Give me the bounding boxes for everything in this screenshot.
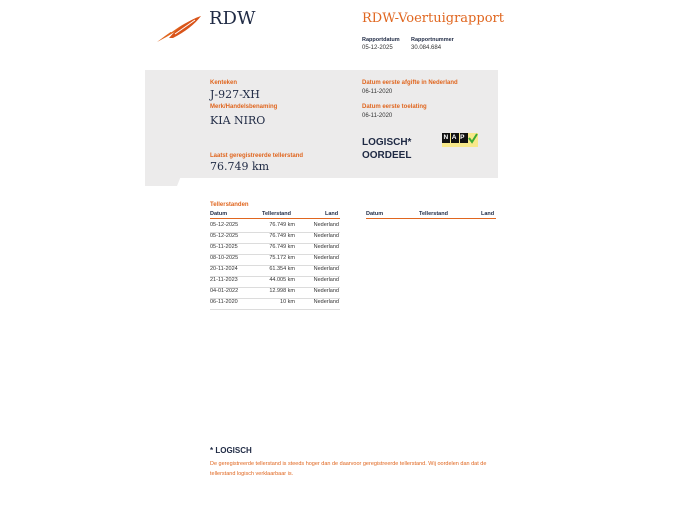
row-odometer: 44.005 km bbox=[269, 277, 295, 283]
row-date: 21-11-2023 bbox=[210, 277, 238, 283]
report-date: 05-12-2025 bbox=[362, 45, 393, 51]
row-odometer: 76.749 km bbox=[269, 222, 295, 228]
row-odometer: 10 km bbox=[280, 299, 295, 305]
row-date: 05-11-2025 bbox=[210, 244, 238, 250]
row-odometer: 76.749 km bbox=[269, 233, 295, 239]
row-date: 20-11-2024 bbox=[210, 266, 238, 272]
row-country: Nederland bbox=[313, 255, 339, 261]
odometer-section-title: Tellerstanden bbox=[210, 202, 249, 208]
first-nl-label: Datum eerste afgifte in Nederland bbox=[362, 80, 458, 86]
row-country: Nederland bbox=[313, 233, 339, 239]
plate-value: J-927-XH bbox=[210, 88, 260, 101]
footnote-title: * LOGISCH bbox=[210, 446, 252, 455]
table-row bbox=[210, 233, 340, 244]
table-row bbox=[210, 288, 340, 299]
table-row bbox=[210, 266, 340, 277]
col-odometer-header-2: Tellerstand bbox=[419, 211, 448, 217]
plate-label: Kenteken bbox=[210, 80, 238, 86]
last-odometer-value: 76.749 km bbox=[210, 160, 270, 173]
row-date: 05-12-2025 bbox=[210, 222, 239, 228]
table-row bbox=[210, 299, 340, 310]
make-value: KIA NIRO bbox=[210, 114, 266, 127]
table-row bbox=[210, 277, 340, 288]
odometer-table-body bbox=[210, 222, 340, 310]
col-date-header: Datum bbox=[210, 211, 228, 217]
col-country-header: Land bbox=[325, 211, 339, 217]
first-admission-value: 06-11-2020 bbox=[362, 113, 393, 119]
footnote-text: De geregistreerde tellerstand is steeds hoger dan de daarvoor geregistreerde tellerstand. Wij oordelen dan dat de tellerstand logisch verklaarbaar is. bbox=[210, 461, 487, 477]
row-country: Nederland bbox=[313, 244, 339, 250]
report-title: RDW-Voertuigrapport bbox=[362, 11, 504, 26]
make-label: Merk/Handelsbenaming bbox=[210, 104, 278, 110]
col-country-header-2: Land bbox=[481, 211, 495, 217]
first-admission-label: Datum eerste toelating bbox=[362, 104, 427, 110]
table-row bbox=[210, 244, 340, 255]
row-date: 06-11-2020 bbox=[210, 299, 238, 305]
row-date: 05-12-2025 bbox=[210, 233, 239, 239]
row-odometer: 75.172 km bbox=[269, 255, 295, 261]
report-number: 30.084.684 bbox=[411, 45, 442, 51]
table-header-rule-2 bbox=[366, 218, 496, 219]
panel-notch bbox=[145, 176, 181, 186]
row-date: 04-01-2022 bbox=[210, 288, 239, 294]
nap-badge bbox=[442, 133, 478, 147]
row-country: Nederland bbox=[313, 288, 339, 294]
row-country: Nederland bbox=[313, 266, 339, 272]
last-odometer-label: Laatst geregistreerde tellerstand bbox=[210, 153, 304, 159]
verdict-line-2: OORDEEL bbox=[362, 150, 412, 161]
row-country: Nederland bbox=[313, 299, 339, 305]
brand-name: RDW bbox=[209, 8, 256, 29]
table-row bbox=[210, 255, 340, 266]
first-nl-value: 06-11-2020 bbox=[362, 89, 393, 95]
rdw-logo-icon bbox=[155, 14, 203, 44]
table-header-rule bbox=[210, 218, 340, 219]
row-country: Nederland bbox=[313, 222, 339, 228]
report-number-label: Rapportnummer bbox=[411, 37, 454, 43]
nap-text: NAP bbox=[443, 134, 469, 141]
col-odometer-header: Tellerstand bbox=[262, 211, 291, 217]
vehicle-info-panel bbox=[145, 70, 498, 178]
row-date: 08-10-2025 bbox=[210, 255, 239, 261]
row-odometer: 61.354 km bbox=[269, 266, 295, 272]
verdict-text bbox=[362, 136, 411, 162]
row-odometer: 12.998 km bbox=[269, 288, 295, 294]
verdict-line-1: LOGISCH* bbox=[362, 137, 412, 148]
table-row bbox=[210, 222, 340, 233]
report-date-label: Rapportdatum bbox=[362, 37, 400, 43]
row-country: Nederland bbox=[313, 277, 339, 283]
col-date-header-2: Datum bbox=[366, 211, 384, 217]
row-odometer: 76.749 km bbox=[269, 244, 295, 250]
